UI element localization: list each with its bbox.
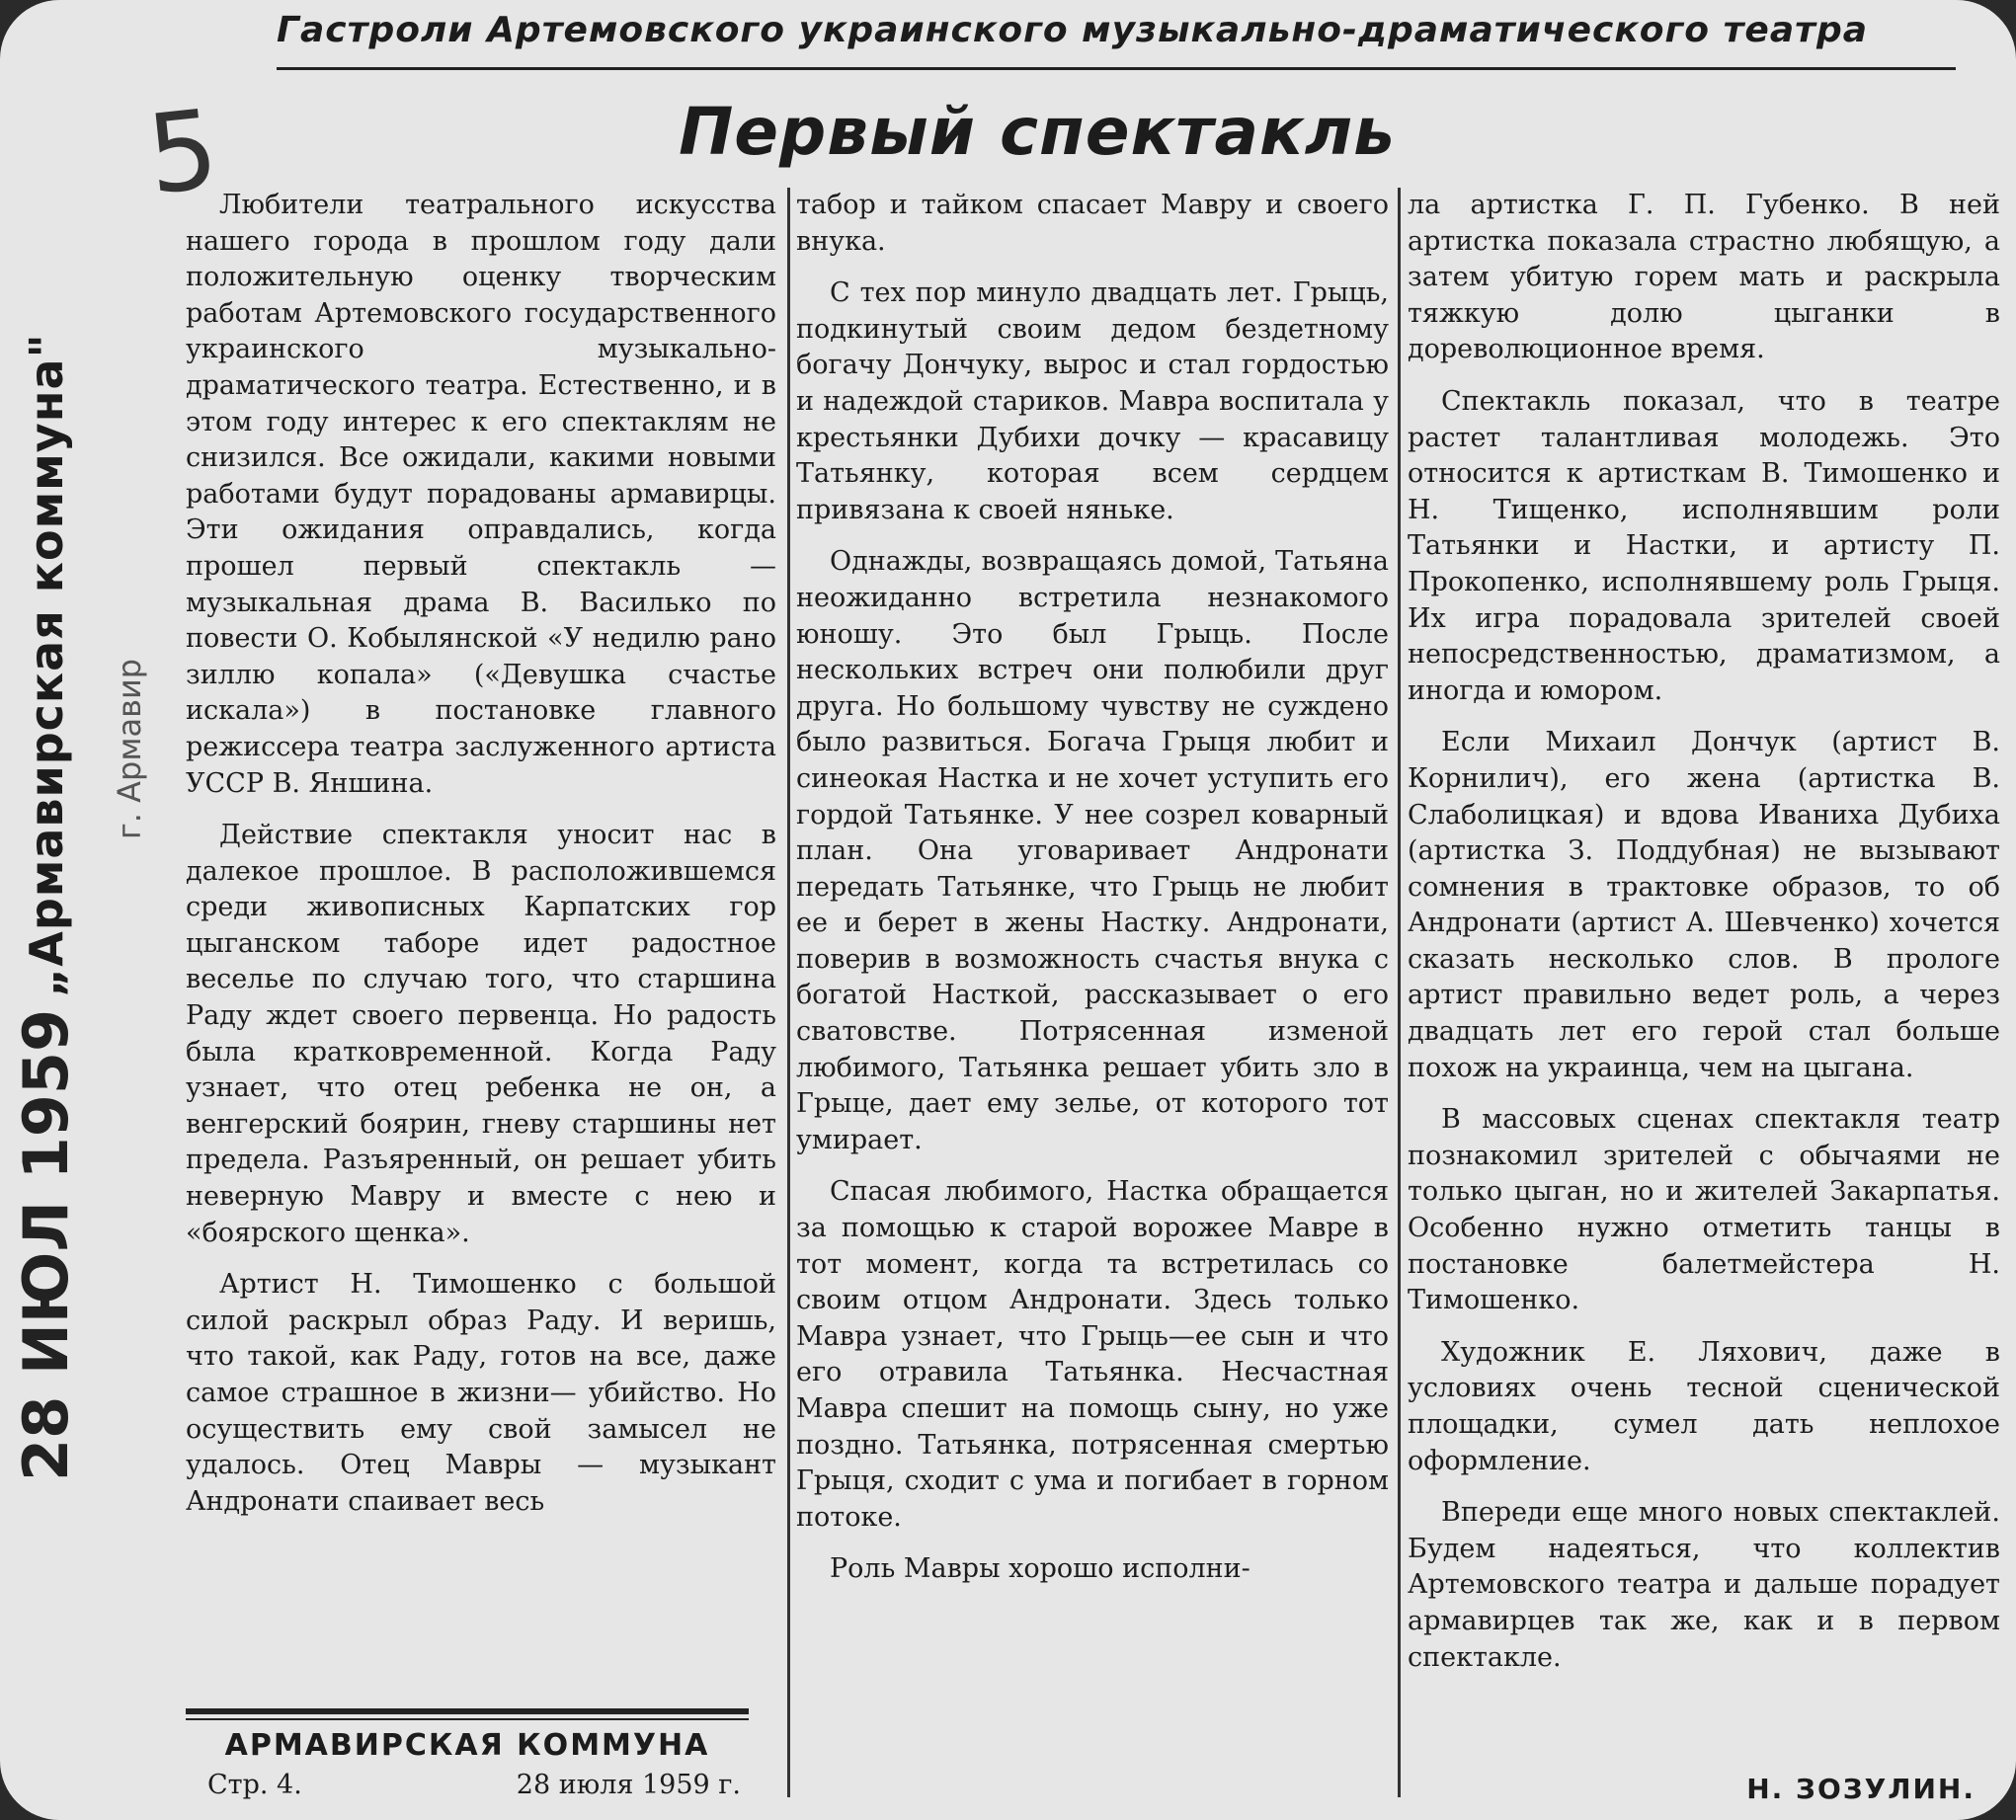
paragraph: Художник Е. Ляхович, даже в условиях очень тесной сценической площадки, сумел дать неплохое оформление. <box>1408 1336 2000 1476</box>
paragraph: ла артистка Г. П. Губенко. В ней артистка показала страстно любящую, а затем убитую горем мать и раскрыла тяжкую долю цыганки в дореволюционное время. <box>1408 190 2000 365</box>
paragraph: Впереди еще много новых спектаклей. Будем надеяться, что коллектив Артемовского театра и дальше порадует армавирцев так же, как и в первом спектакле. <box>1408 1497 2000 1673</box>
paragraph: Спектакль показал, что в театре растет талантливая молодежь. Это относится к артисткам В. Тимошенко и Н. Тищенко, исполнявшим роли Татьянки и Настки, и артисту П. Прокопенко, исполнявшему роль Грыця. Их игра порадовала зрителей своей непосредственностью, драматизмом, а иногда и юмором. <box>1408 385 2000 706</box>
stamp-paper-name: „Армавирская коммуна" <box>20 333 73 997</box>
supertitle-underline <box>277 67 1956 70</box>
article-column-2 <box>796 188 1389 1604</box>
paragraph: В массовых сценах спектакля театр познакомил зрителей с обычаями не только цыган, но и жителей Закарпатья. Особенно нужно отметить танцы в постановке балетмейстера Н. Тимошенко. <box>1408 1104 2000 1316</box>
paragraph: Любители театрального искусства нашего города в прошлом году дали положительную оценку творческим работам Артемовского государственного украинского музыкально-драматического театра. Естественно, и в этом году интерес к его спектаклям не снизился. Все ожидали, какими новыми работами будут порадованы армавирцы. Эти ожидания оправдались, когда прошел первый спектакль — музыкальная драма В. Василько по повести О. Кобылянской «У недилю рано зиллю копала» («Девушка счастье искала») в постановке главного режиссера театра заслуженного артиста УССР В. Яншина. <box>186 190 776 799</box>
paragraph: Действие спектакля уносит нас в далекое прошлое. В расположившемся среди живописных Карпатских гор цыганском таборе идет радостное веселье по случаю того, что старшина Раду ждет своего первенца. Но радость была кратковременной. Когда Раду узнает, что отец ребенка не он, а венгерский боярин, гневу старшины нет предела. Разъяренный, он решает убить неверную Мавру и вместе с нею и «боярского щенка». <box>186 820 776 1248</box>
paragraph: Спасая любимого, Настка обращается за помощью к старой ворожее Мавре в тот момент, когда та встретилась со своим отцом Андронати. Здесь только Мавра узнает, что Грыць—ее сын и что его отравила Татьянка. Несчастная Мавра спешит на помощь сыну, но уже поздно. Татьянка, потрясенная смертью Грыця, сходит с ума и погибает в горном потоке. <box>796 1176 1389 1533</box>
stamp-date: 28 ИЮЛ 1959 <box>10 1008 82 1481</box>
column-divider <box>787 188 790 1797</box>
footer-page-number: Стр. 4. <box>207 1770 302 1800</box>
article-column-1 <box>186 188 776 1536</box>
paragraph: С тех пор минуло двадцать лет. Грыць, подкинутый своим дедом бездетному богачу Дончуку, вырос и стал гордостью и надеждой стариков. Мавра воспитала у крестьянки Дубихи дочку — красавицу Татьянку, которая всем сердцем привязана к своей няньке. <box>796 277 1389 525</box>
column-divider <box>1398 188 1401 1797</box>
footer-page-line <box>207 1770 741 1800</box>
footer-paper-name: АРМАВИРСКАЯ КОММУНА <box>224 1728 710 1763</box>
paragraph: Однажды, возвращаясь домой, Татьяна неожиданно встретила незнакомого юношу. Это был Грыць. После нескольких встреч они полюбили друг друга. Но большому чувству не суждено было развиться. Богача Грыця любит и синеокая Настка и не хочет уступить его гордой Татьянке. У нее созрел коварный план. Она уговаривает Андронати передать Татьянке, что Грыць не любит ее и берет в жены Настку. Андронати, поверив в возможность счастья внука с богатой Насткой, рассказывает о его сватовстве. Потрясенная изменой любимого, Татьянка решает убить зло в Грыце, дает ему зелье, от которого тот умирает. <box>796 546 1389 1155</box>
paragraph: Роль Мавры хорошо исполни- <box>830 1553 1250 1585</box>
article-headline: Первый спектакль <box>679 94 1396 170</box>
paragraph: Если Михаил Дончук (артист В. Корнилич), его жена (артистка В. Слаболицкая) и вдова Иваниха Дубиха (артистка З. Поддубная) не вызывают сомнения в трактовке образов, то об Андронати (артист А. Шевченко) хочется сказать несколько слов. В прологе артист правильно ведет роль, а через двадцать лет его герой стал больше похож на украинца, чем на цыгана. <box>1408 727 2000 1083</box>
article-author: Н. ЗОЗУЛИН. <box>1746 1773 1976 1805</box>
paragraph: Артист Н. Тимошенко с большой силой раскрыл образ Раду. И веришь, что такой, как Раду, готов на все, даже самое страшное в жизни— убийство. Но осуществить ему свой замысел не удалось. Отец Мавры — музыкант Андронати спаивает весь <box>186 1269 776 1517</box>
handwritten-margin-number: 5 <box>141 85 224 219</box>
article-column-3 <box>1408 188 2000 1692</box>
paragraph: табор и тайком спасает Мавру и своего внука. <box>796 190 1389 257</box>
footer-rule <box>186 1718 749 1720</box>
footer-rule <box>186 1708 749 1714</box>
section-supertitle: Гастроли Артемовского украинского музыкально-драматического театра <box>277 10 1869 50</box>
stamp-city: г. Армавир <box>111 658 148 839</box>
footer-date: 28 июля 1959 г. <box>516 1770 741 1800</box>
